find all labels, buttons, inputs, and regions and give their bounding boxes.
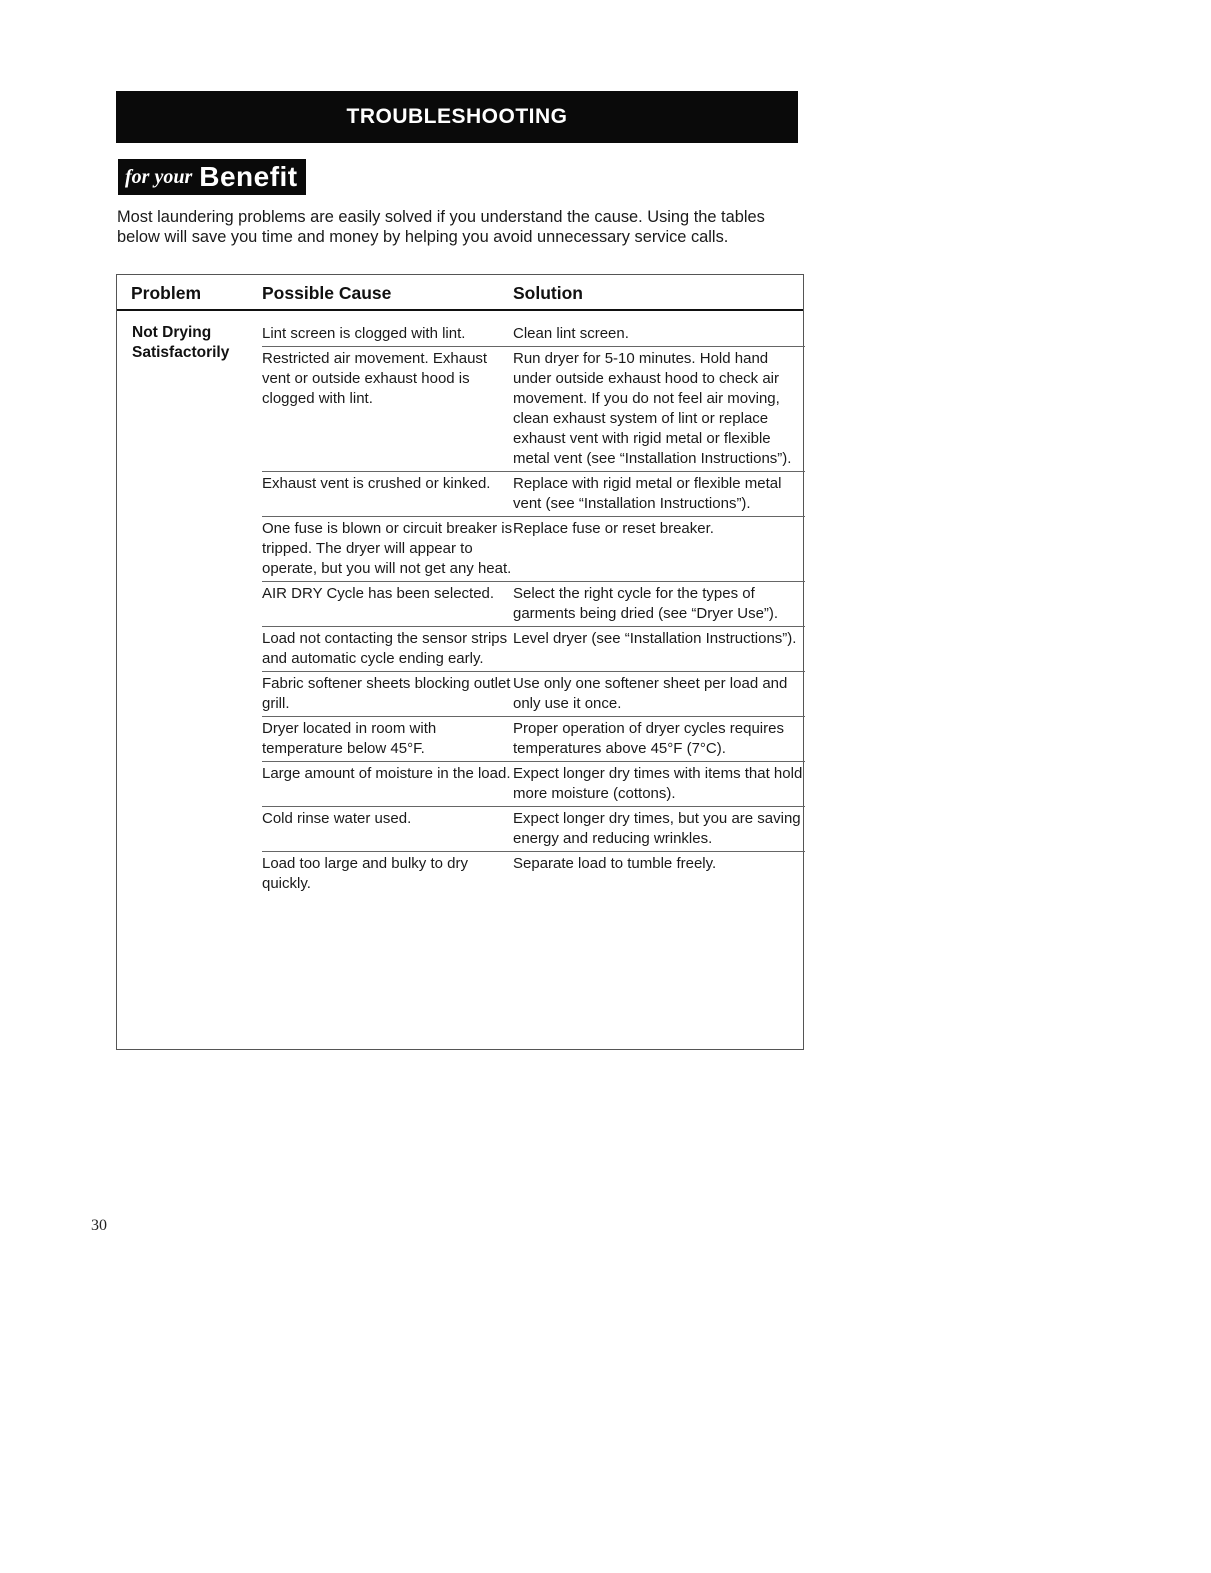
solution-cell: Separate load to tumble freely. <box>513 855 717 872</box>
column-header-solution: Solution <box>513 283 583 303</box>
table-row <box>262 324 805 347</box>
cause-cell: Large amount of moisture in the load. <box>262 765 511 782</box>
logo-for-your-text: for your <box>125 165 193 188</box>
section-title: TROUBLESHOOTING <box>346 105 568 128</box>
cause-cell: One fuse is blown or circuit breaker is tripped. The dryer will appear to operate, but you will not get any heat. <box>262 520 513 577</box>
cause-cell: Load not contacting the sensor strips and automatic cycle ending early. <box>262 630 508 667</box>
problem-label: Not Drying Satisfactorily <box>132 324 230 361</box>
cause-cell: Dryer located in room with temperature below 45°F. <box>262 720 437 757</box>
solution-cell: Replace with rigid metal or flexible metal vent (see “Installation Instructions”). <box>513 475 782 512</box>
troubleshooting-table <box>116 274 804 1050</box>
solution-cell: Expect longer dry times, but you are saving energy and reducing wrinkles. <box>513 810 801 847</box>
table-row <box>262 349 805 472</box>
cause-cell: Restricted air movement. Exhaust vent or outside exhaust hood is clogged with lint. <box>262 350 488 407</box>
solution-cell: Replace fuse or reset breaker. <box>513 520 714 537</box>
table-row <box>262 674 805 717</box>
solution-cell: Expect longer dry times with items that hold more moisture (cottons). <box>513 765 803 802</box>
solution-cell: Run dryer for 5-10 minutes. Hold hand under outside exhaust hood to check air movement. If you do not feel air moving, clean exhaust system of lint or replace exhaust vent with rigid metal or flexible metal vent (see “Installation Instructions”). <box>513 350 792 467</box>
table-row <box>262 764 805 807</box>
cause-cell: Lint screen is clogged with lint. <box>262 325 466 342</box>
solution-cell: Level dryer (see “Installation Instructions”). <box>513 630 797 647</box>
table-row <box>262 474 805 517</box>
table-row <box>262 809 805 852</box>
table-row <box>262 519 805 582</box>
section-title-bar <box>116 91 798 143</box>
table-row <box>262 629 805 672</box>
intro-paragraph: Most laundering problems are easily solved if you understand the cause. Using the tables below will save you time and money by helping you avoid unnecessary service calls. <box>117 208 765 246</box>
logo-benefit-text: Benefit <box>199 161 298 192</box>
cause-cell: AIR DRY Cycle has been selected. <box>262 585 495 602</box>
solution-cell: Use only one softener sheet per load and only use it once. <box>513 675 788 712</box>
table-header-row <box>117 275 803 311</box>
cause-cell: Load too large and bulky to dry quickly. <box>262 855 468 892</box>
column-header-problem: Problem <box>131 283 202 303</box>
table-row <box>262 584 805 627</box>
cause-cell: Exhaust vent is crushed or kinked. <box>262 475 491 492</box>
solution-cell: Clean lint screen. <box>513 325 629 342</box>
cause-cell: Fabric softener sheets blocking outlet grill. <box>262 675 511 712</box>
table-row <box>262 719 805 762</box>
cause-cell: Cold rinse water used. <box>262 810 412 827</box>
column-header-cause: Possible Cause <box>262 283 392 303</box>
table-row <box>262 854 805 896</box>
cause-solution-rows <box>262 324 805 898</box>
for-your-benefit-logo <box>118 159 306 195</box>
solution-cell: Proper operation of dryer cycles requires temperatures above 45°F (7°C). <box>513 720 784 757</box>
solution-cell: Select the right cycle for the types of garments being dried (see “Dryer Use”). <box>513 585 779 622</box>
page-number: 30 <box>91 1217 107 1234</box>
